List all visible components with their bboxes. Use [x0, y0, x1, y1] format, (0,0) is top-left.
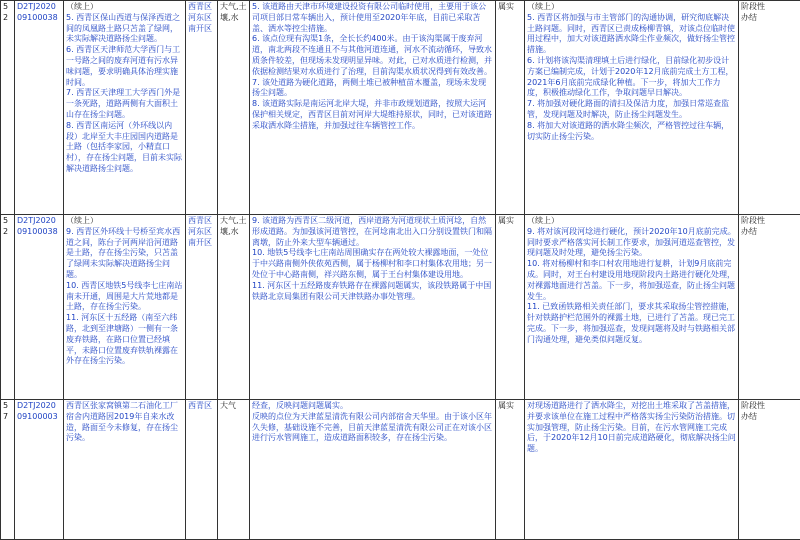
issue-cell-paragraph: 10. 西青区地铁5号线李七庄南站南未开通，周围是大片荒地都是土路，存在扬尘污染。: [66, 281, 183, 313]
measures-cell-paragraph: 8. 将加大对该道路的洒水降尘频次，严格管控过往车辆，切实防止扬尘污染。: [527, 121, 736, 143]
row-number: 52: [1, 1, 15, 215]
issue-cell-paragraph: 西青区张家窝镇第二石油化工厂宿舍内道路因2019年自来水改造，路面至今未修复，存在扬尘污染。: [66, 401, 183, 444]
issue-cell: [64, 400, 186, 540]
pollution-type-cell: 大气: [218, 400, 250, 540]
finding-cell-paragraph: 10. 地铁5号线李七庄南站周围确实存在两处较大裸露地面，一处位于中兴路南侧外侠侬苑西侧，属于杨柳村和李口村集体农用地；另一处位于中心路南侧，祥兴路东侧，属于王台村集体建设用地。: [252, 248, 493, 280]
issue-cell-paragraph: 6. 西青区天津师范大学西门与工一号路之间的废弃河道有污水异味问题，要求明确具体治理实施时间。: [66, 45, 183, 88]
case-code: D2TJ2020 09100038: [15, 215, 64, 400]
finding-cell-paragraph: 6. 该点位现有沟渠1条，全长长约400米。由于该沟渠属于废弃河道，南北两段不连通且不与其他河道连通，河水不流动循环，导致水质条件较差，但现场未发现明显异味。对此，已对水质进行检测，并依据检测结果对水质进行了治理，目前沟渠水质状况得到有效改善。: [252, 34, 493, 77]
measures-cell-paragraph: （续上）: [527, 216, 736, 227]
issue-cell-paragraph: （续上）: [66, 216, 183, 227]
verification-status: 属实: [496, 215, 525, 400]
measures-cell: [525, 215, 739, 400]
result-cell: 阶段性 办结: [739, 1, 800, 215]
finding-cell-paragraph: 7. 该处道路为硬化道路，两侧土堆已被种植苗木覆盖，现场未发现扬尘问题。: [252, 78, 493, 100]
issue-cell-paragraph: 9. 西青区外环线十号桥至宾水西道之间，陈台子河两岸沿河道路是土路，存在扬尘污染，只苫盖了绿网未实际解决道路扬尘问题。: [66, 227, 183, 281]
finding-cell-paragraph: 9. 该道路为西青区二级河道，西岸道路为河道现状土质河埝，自然形成道路。为加强该河道管控，在河埝南北出入口分别设置铁门和隔离墩，防止外来大型车辆通过。: [252, 216, 493, 248]
table-row: [1, 215, 800, 400]
measures-cell-paragraph: 9. 将对该河段河埝进行硬化，预计2020年10月底前完成。同时要求严格落实河长制工作要求，加强河道巡查管控，发现问题及时处理，避免扬尘污染。: [527, 227, 736, 259]
table-row: [1, 400, 800, 540]
row-number: 57: [1, 400, 15, 540]
finding-cell-paragraph: 5. 该道路由天津市环境建设投资有限公司临时使用，主要用于该公司项目部日常车辆出入，预计使用至2020年年底，目前已采取苫盖、洒水等控尘措施。: [252, 2, 493, 34]
measures-cell-paragraph: 10. 将对杨柳村和李口村农用地进行复耕，计划9月底前完成。同时，对王台村建设用地现阶段内土路进行硬化处理，对裸露地面进行苫盖。下一步，将加强巡查，防止扬尘问题发生。: [527, 259, 736, 302]
issue-cell-paragraph: 11. 河东区十五经路（南至六纬路，北到至津塘路）一侧有一条废弃铁路，在路口位置已经填平，未路口位置废弃铁轨裸露在外存在扬尘污染。: [66, 313, 183, 367]
case-code: D2TJ2020 09100003: [15, 400, 64, 540]
finding-cell: [250, 400, 496, 540]
result-cell: 阶段性 办结: [739, 400, 800, 540]
district-cell: 西青区: [186, 400, 218, 540]
measures-cell-paragraph: （续上）: [527, 2, 736, 13]
district-cell: 西青区 河东区 南开区: [186, 215, 218, 400]
measures-cell-paragraph: 对现场道路进行了洒水降尘，对挖出土堆采取了苫盖措施，并要求该单位在施工过程中严格落实扬尘污染防治措施。切实加强管理，防止扬尘污染。目前，在污水管网施工完成后，于2020年12月10日前完成道路硬化，彻底解决扬尘问题。: [527, 401, 736, 455]
result-cell: 阶段性 办结: [739, 215, 800, 400]
measures-cell-paragraph: 6. 计划将该沟渠清理填土后进行绿化，目前绿化初步设计方案已编制完成，计划于2020年12月底前完成土方工程，2021年6月底前完成绿化种植。下一步，将加大工作力度，积极推动绿化工作，争取问题早日解决。: [527, 56, 736, 99]
measures-cell: [525, 1, 739, 215]
measures-cell-paragraph: 11. 已致函铁路相关责任部门，要求其采取扬尘管控措施，针对铁路护栏范围外的裸露土地，已进行了苫盖。现已完工完成。下一步，将加强巡查，发现问题将及时与铁路相关部门沟通处理，避免类似问题反复。: [527, 302, 736, 345]
finding-cell-paragraph: 反映的点位为天津蓝星清洗有限公司内部宿舍天华里。由于该小区年久失修，基础设施不完善，目前天津蓝星清洗有限公司正在对该小区进行污水管网施工，造成道路面积较多，存在扬尘污染。: [252, 412, 493, 444]
verification-status: 属实: [496, 400, 525, 540]
measures-cell-paragraph: 5. 西青区将加强与市主管部门的沟通协调，研究彻底解决土路问题。同时，西青区已责成杨柳青镇，对该点位临时使用过程中，加大对该道路洒水降尘作业频次，做好扬尘管控措施。: [527, 13, 736, 56]
pollution-type-cell: 大气,土 壤,水: [218, 215, 250, 400]
measures-cell-paragraph: 7. 将加强对硬化路面的清扫及保洁力度，加强日常巡查监管，发现问题及时解决，防止扬尘问题发生。: [527, 99, 736, 121]
district-cell: 西青区 河东区 南开区: [186, 1, 218, 215]
pollution-type-cell: 大气,土 壤,水: [218, 1, 250, 215]
finding-cell-paragraph: 11. 河东区十五经路废弃铁路存在裸露问题属实，该段铁路属于中国铁路北京局集团有限公司天津铁路办事处管理。: [252, 281, 493, 303]
finding-cell-paragraph: 8. 该道路实际是南运河北岸大堤，并非市政规划道路，按照大运河保护相关规定，西青区目前对河岸大堤维持原状，同时，已对该道路采取洒水降尘措施，并加强过往车辆管控工作。: [252, 99, 493, 131]
issue-cell-paragraph: 8. 西青区南运河（外环线以内段）北岸至大丰庄园国内道路是土路（包括李家园，小精直口村），存在扬尘问题，目前未实际解决道路扬尘问题。: [66, 121, 183, 175]
issue-cell-paragraph: （续上）: [66, 2, 183, 13]
issue-cell: [64, 215, 186, 400]
issue-cell-paragraph: 5. 西青区保山西道与保泽西道之间的凤凰路土路只苫盖了绿网，未实际解决道路扬尘问题。: [66, 13, 183, 45]
measures-cell: [525, 400, 739, 540]
case-code: D2TJ2020 09100038: [15, 1, 64, 215]
issue-cell-paragraph: 7. 西青区天津理工大学西门外是一条死路，道路两侧有大面积土山存在扬尘问题。: [66, 88, 183, 120]
finding-cell: [250, 215, 496, 400]
table-row: [1, 1, 800, 215]
row-number: 52: [1, 215, 15, 400]
verification-status: 属实: [496, 1, 525, 215]
issue-cell: [64, 1, 186, 215]
finding-cell-paragraph: 经查，反映问题问题属实。: [252, 401, 493, 412]
finding-cell: [250, 1, 496, 215]
